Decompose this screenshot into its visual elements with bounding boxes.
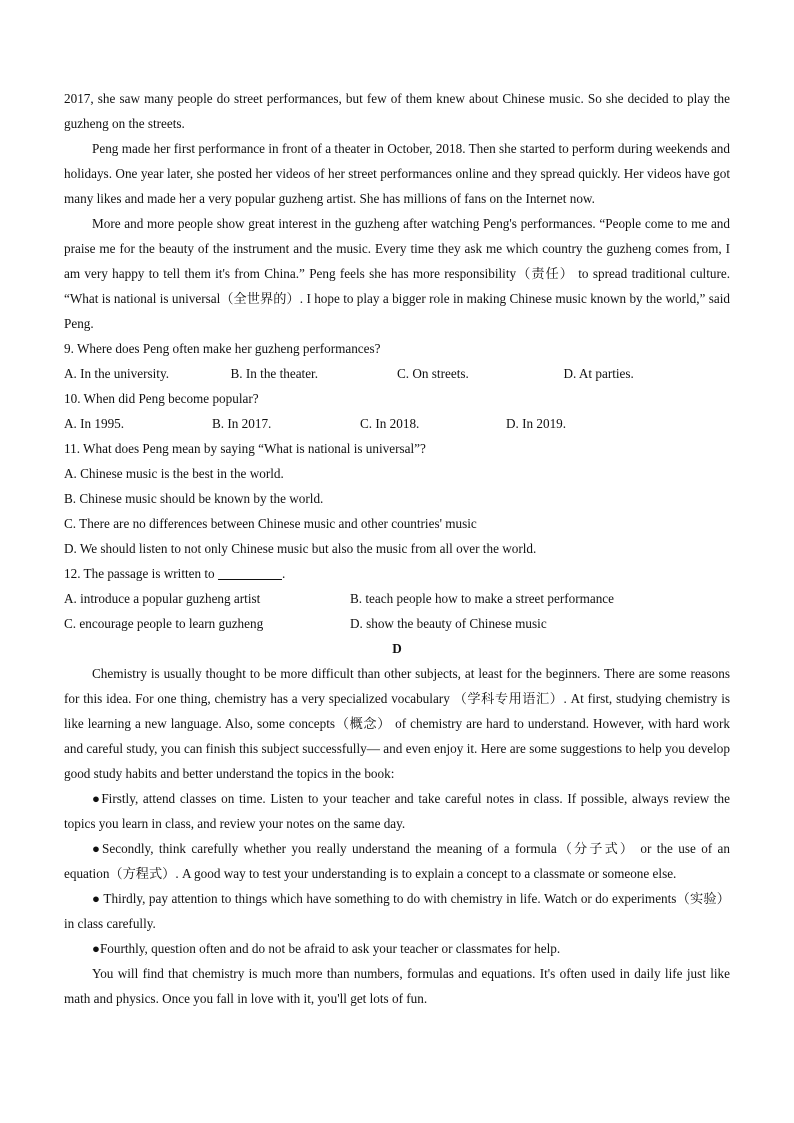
document-page bbox=[64, 86, 730, 1011]
question-10-stem: 10. When did Peng become popular? bbox=[64, 391, 259, 406]
question-12-stem-end: . bbox=[281, 566, 286, 581]
question-12-stem-text: 12. The passage is written to bbox=[64, 566, 215, 581]
question-10-option-a[interactable]: A. In 1995. bbox=[64, 416, 125, 431]
question-9-option-c[interactable]: C. On streets. bbox=[397, 366, 469, 381]
question-11-option-c[interactable]: C. There are no differences between Chinese music and other countries' music bbox=[64, 516, 477, 531]
question-12-option-b[interactable]: B. teach people how to make a street performance bbox=[350, 591, 615, 606]
passage-d-bullet-3: ● Thirdly, pay attention to things which have something to do with chemistry in life. Watch or do experiments（实验） in class carefully. bbox=[64, 891, 730, 931]
answer-blank bbox=[218, 565, 282, 580]
passage-c-paragraph-1: 2017, she saw many people do street performances, but few of them knew about Chinese music. So she decided to play the guzheng on the streets. bbox=[64, 91, 730, 131]
passage-d-bullet-1: ●Firstly, attend classes on time. Listen to your teacher and take careful notes in class. If possible, always review the topics you learn in class, and review your notes on the same day. bbox=[64, 791, 730, 831]
passage-d-bullet-2: ●Secondly, think carefully whether you really understand the meaning of a formula（分子式） or the use of an equation（方程式）. A good way to test your understanding is to explain a concept to a classmate or someone else. bbox=[64, 841, 730, 881]
question-12-option-a[interactable]: A. introduce a popular guzheng artist bbox=[64, 591, 261, 606]
question-9-option-a[interactable]: A. In the university. bbox=[64, 366, 169, 381]
question-11-option-d[interactable]: D. We should listen to not only Chinese music but also the music from all over the world. bbox=[64, 541, 537, 556]
question-11-stem: 11. What does Peng mean by saying “What is national is universal”? bbox=[64, 441, 426, 456]
question-12-options-row-1 bbox=[64, 586, 730, 611]
question-10-options bbox=[64, 411, 730, 436]
passage-d-paragraph-2: You will find that chemistry is much more than numbers, formulas and equations. It's often used in daily life just like math and physics. Once you fall in love with it, you'll get lots of fun. bbox=[64, 966, 730, 1006]
question-9-stem: 9. Where does Peng often make her guzheng performances? bbox=[64, 341, 381, 356]
passage-c-paragraph-2: Peng made her first performance in front of a theater in October, 2018. Then she started to perform during weekends and holidays. One year later, she posted her videos of her street performances online and they spread quickly. Her videos have got many likes and made her a very popular guzheng artist. She has millions of fans on the Internet now. bbox=[64, 141, 730, 206]
question-10-option-b[interactable]: B. In 2017. bbox=[212, 416, 272, 431]
question-12-option-d[interactable]: D. show the beauty of Chinese music bbox=[350, 616, 547, 631]
question-12-options-row-2 bbox=[64, 611, 730, 636]
question-9-option-d[interactable]: D. At parties. bbox=[563, 366, 634, 381]
passage-d-bullet-4: ●Fourthly, question often and do not be afraid to ask your teacher or classmates for help. bbox=[92, 941, 561, 956]
question-9-options bbox=[64, 361, 730, 386]
passage-d-paragraph-1: Chemistry is usually thought to be more difficult than other subjects, at least for the beginners. There are some reasons for this idea. For one thing, chemistry has a very specialized vocabulary （学科专用语汇）. At first, studying chemistry is like learning a new language. Also, some concepts（概念） of chemistry are hard to understand. However, with hard work and careful study, you can finish this subject successfully— and even enjoy it. Here are some suggestions to help you develop good study habits and better understand the topics in the book: bbox=[64, 666, 730, 781]
question-11-option-b[interactable]: B. Chinese music should be known by the world. bbox=[64, 491, 324, 506]
question-9-option-b[interactable]: B. In the theater. bbox=[230, 366, 319, 381]
passage-d-heading: D bbox=[392, 641, 402, 656]
question-10-option-d[interactable]: D. In 2019. bbox=[506, 416, 567, 431]
question-11-option-a[interactable]: A. Chinese music is the best in the world. bbox=[64, 466, 284, 481]
passage-c-paragraph-3: More and more people show great interest in the guzheng after watching Peng's performances. “People come to me and praise me for the beauty of the instrument and the music. Every time they ask me which country the guzheng comes from, I am very happy to tell them it's from China.” Peng feels she has more responsibility（责任） to spread traditional culture. “What is national is universal（全世界的）. I hope to play a bigger role in making Chinese music known by the world,” said Peng. bbox=[64, 216, 730, 331]
question-10-option-c[interactable]: C. In 2018. bbox=[360, 416, 420, 431]
question-12-stem bbox=[64, 561, 730, 586]
question-12-option-c[interactable]: C. encourage people to learn guzheng bbox=[64, 616, 264, 631]
